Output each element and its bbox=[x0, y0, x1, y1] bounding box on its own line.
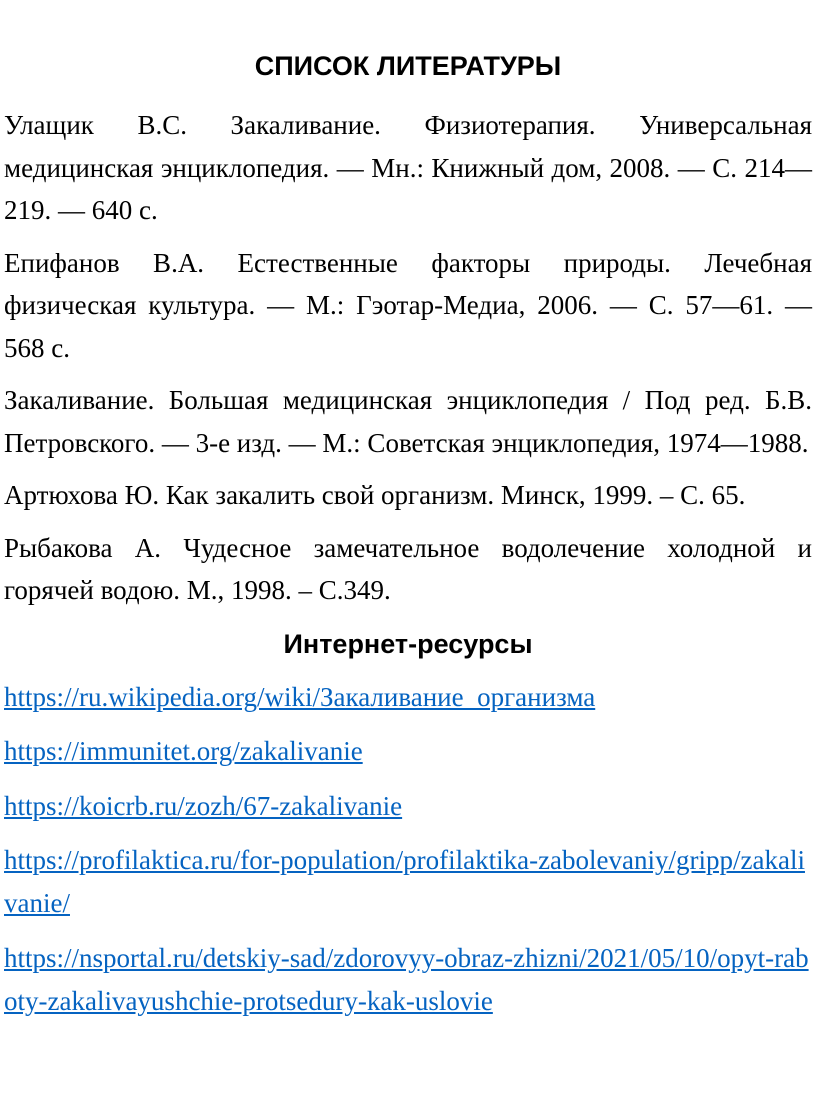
reference-item: Улащик В.С. Закаливание. Физиотерапия. Универсальная медицинская энциклопедия. — Мн.: Книжный дом, 2008. — С. 214—219. — 640 с. bbox=[4, 110, 812, 225]
internet-link[interactable]: https://koicrb.ru/zozh/67-zakalivanie bbox=[4, 790, 403, 821]
internet-resources-heading: Интернет-ресурсы bbox=[283, 628, 533, 659]
reference-item: Епифанов В.А. Естественные факторы природы. Лечебная физическая культура. — М.: Гэотар-Медиа, 2006. — С. 57—61. — 568 с. bbox=[4, 247, 812, 363]
page-title: СПИСОК ЛИТЕРАТУРЫ bbox=[254, 51, 562, 81]
internet-link[interactable]: https://ru.wikipedia.org/wiki/Закаливание_организма bbox=[4, 681, 596, 712]
internet-link[interactable]: https://profilaktica.ru/for-population/profilaktika-zabolevaniy/gripp/zakalivanie/ bbox=[4, 845, 805, 918]
reference-item: Рыбакова А. Чудесное замечательное водолечение холодной и горячей водою. М., 1998. – С.349. bbox=[4, 532, 812, 605]
internet-link[interactable]: https://nsportal.ru/detskiy-sad/zdorovyy-obraz-zhizni/2021/05/10/opyt-raboty-zakalivayushchie-protsedury-kak-uslovie bbox=[4, 943, 809, 1016]
reference-item: Артюхова Ю. Как закалить свой организм. Минск, 1999. – С. 65. bbox=[4, 480, 746, 510]
internet-link[interactable]: https://immunitet.org/zakalivanie bbox=[4, 736, 363, 766]
reference-item: Закаливание. Большая медицинская энциклопедия / Под ред. Б.В. Петровского. — 3-е изд. — М.: Советская энциклопедия, 1974—1988. bbox=[4, 385, 812, 458]
